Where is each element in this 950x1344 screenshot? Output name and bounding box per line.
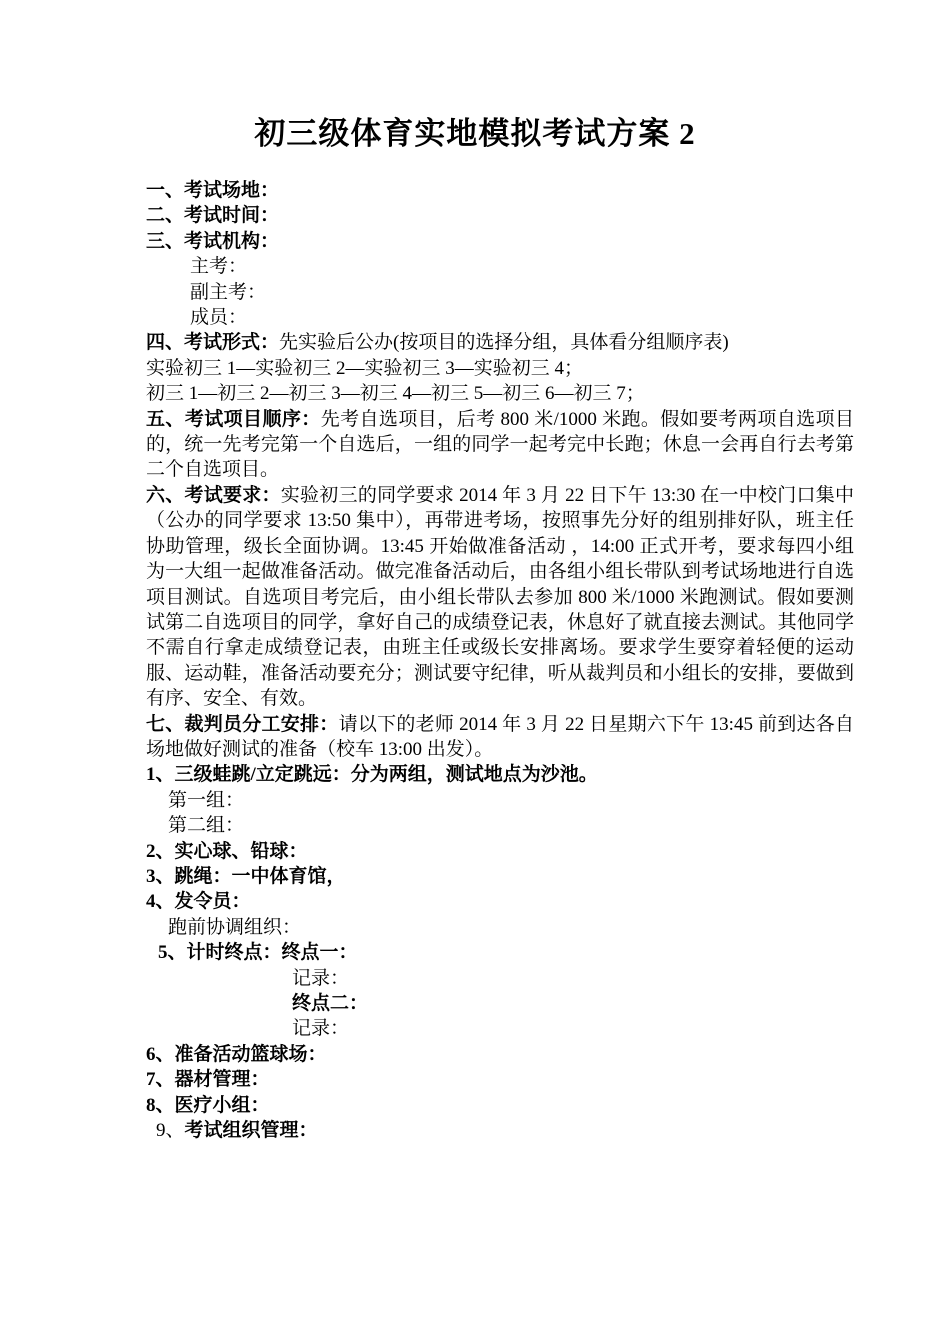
org-chief: 主考： [190, 256, 248, 278]
section-organization: 三、考试机构： [146, 230, 280, 252]
duty-exam-management-label: 考试组织管理： [184, 1120, 318, 1142]
duty-shot-put: 2、实心球、铅球： [146, 840, 308, 862]
duty-timing-finish: 5、计时终点：终点一： [158, 942, 358, 964]
form-order-experimental: 实验初三 1—实验初三 2—实验初三 3—实验初三 4； [146, 357, 584, 379]
duty-jump-group-2: 第二组： [168, 815, 245, 837]
section-sequence [146, 407, 854, 483]
form-order-public: 初三 1—初三 2—初三 3—初三 4—初三 5—初三 6—初三 7； [146, 383, 645, 405]
referee-text: 请以下的老师 2014 年 3 月 22 日星期六下午 13:45 前到达各自场地做好测试的准备（校车 13:00 出发）。 [146, 713, 854, 760]
duty-rope-skipping: 3、跳绳：一中体育馆， [146, 865, 346, 887]
duty-jump-group-1: 第一组： [168, 789, 245, 811]
requirements-label: 六、考试要求： [146, 484, 281, 506]
duty-jump: 1、三级蛙跳/立定跳远：分为两组，测试地点为沙池。 [146, 764, 598, 786]
sequence-label: 五、考试项目顺序： [146, 408, 321, 430]
duty-starter: 4、发令员： [146, 891, 251, 913]
org-members: 成员： [190, 307, 248, 329]
section-time: 二、考试时间： [146, 205, 280, 227]
duty-warmup-court: 6、准备活动篮球场： [146, 1043, 327, 1065]
duty-medical: 8、医疗小组： [146, 1094, 270, 1116]
org-deputy: 副主考： [190, 281, 267, 303]
section-venue: 一、考试场地： [146, 180, 280, 201]
document-title: 初三级体育实地模拟考试方案 2 [254, 116, 696, 151]
section-requirements [146, 483, 854, 712]
duty-equipment: 7、器材管理： [146, 1069, 270, 1091]
section-referees [146, 712, 854, 763]
form-label: 四、考试形式： [146, 332, 280, 354]
duty-starter-coordination: 跑前协调组织： [168, 916, 302, 938]
form-text: 先实验后公办(按项目的选择分组，具体看分组顺序表) [279, 332, 729, 354]
requirements-text: 实验初三的同学要求 2014 年 3 月 22 日下午 13:30 在一中校门口集中（公办的同学要求 13:50 集中），再带进考场，按照事先分好的组别排好队，班主任协助管理，级长全面协调。13:45 开始做准备活动 ，14:00 正式开考，要求每四小组为一大组一起做准备活动。做完准备活动后，由各组小组长带队到考试场地进行自选项目测试。自选项目考完后，由小组长带队去参加 800 米/1000 米跑测试。假如要测试第二自选项目的同学，拿好自己的成绩登记表，休息好了就直接去测试。其他同学不需自行拿走成绩登记表，由班主任或级长安排离场。要求学生要穿着轻便的运动服、运动鞋，准备活动要充分；测试要守纪律，听从裁判员和小组长的安排，要做到有序、安全、有效。 [146, 484, 854, 710]
duty-exam-management-number: 9、 [156, 1120, 185, 1142]
duty-exam-management [146, 1118, 854, 1143]
duty-finish-2-record: 记录： [292, 1018, 350, 1040]
duty-finish-1-record: 记录： [292, 967, 350, 989]
duty-finish-2: 终点二： [292, 993, 369, 1014]
sequence-text: 先考自选项目，后考 800 米/1000 米跑。假如要考两项自选项目的，统一先考完第一个自选后，一组的同学一起考完中长跑；休息一会再自行去考第二个自选项目。 [146, 408, 854, 481]
document-body [146, 178, 854, 1143]
referee-label: 七、裁判员分工安排： [146, 713, 339, 735]
section-form [146, 330, 854, 355]
